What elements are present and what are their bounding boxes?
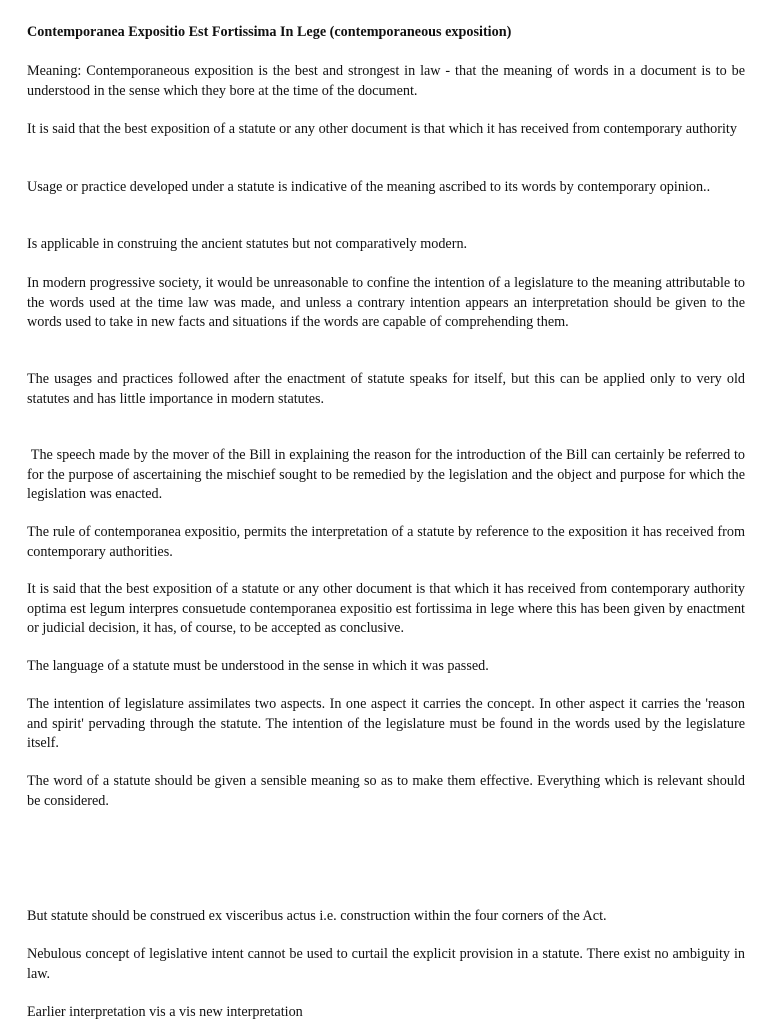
- paragraph-meaning: Meaning: Contemporaneous exposition is the best and strongest in law - that the meaning of words in a document is to be understood in the sense which they bore at the time of the document.: [27, 63, 745, 99]
- paragraph-usage-practice: Usage or practice developed under a statute is indicative of the meaning ascribed to its words by contemporary opinion..: [27, 179, 711, 195]
- paragraph-earlier-interpretation: Earlier interpretation vis a vis new interpretation: [27, 1004, 303, 1020]
- paragraph-modern-society: In modern progressive society, it would be unreasonable to confine the intention of a legislature to the meaning attributable to the words used at the time law was made, and unless a contrary intention appears an interpretation should be given to the words used to take in new facts and situations if the words are capable of comprehending them.: [27, 275, 745, 330]
- paragraph-bill-speech: The speech made by the mover of the Bill in explaining the reason for the introduction of the Bill can certainly be referred to for the purpose of ascertaining the mischief sought to be remedied by the legislation and the object and purpose for which the legislation was enacted.: [27, 447, 749, 502]
- paragraph-language: The language of a statute must be understood in the sense in which it was passed.: [27, 658, 489, 674]
- paragraph-usages-followed: The usages and practices followed after the enactment of statute speaks for itself, but this can be applied only to very old statutes and has little importance in modern statutes.: [27, 371, 745, 407]
- paragraph-ex-visceribus: But statute should be construed ex visceribus actus i.e. construction within the four corners of the Act.: [27, 908, 607, 924]
- document-title: Contemporanea Expositio Est Fortissima In Lege (contemporaneous exposition): [27, 24, 512, 40]
- paragraph-ancient-statutes: Is applicable in construing the ancient statutes but not comparatively modern.: [27, 236, 468, 252]
- paragraph-intention: The intention of legislature assimilates two aspects. In one aspect it carries the concept. In other aspect it carries the 'reason and spirit' pervading through the statute. The intention of the legislature must be found in the words used by the legislature itself.: [27, 696, 745, 751]
- paragraph-sensible-meaning: The word of a statute should be given a sensible meaning so as to make them effective. Everything which is relevant should be considered.: [27, 773, 745, 809]
- paragraph-rule: The rule of contemporanea expositio, permits the interpretation of a statute by reference to the exposition it has received from contemporary authorities.: [27, 524, 745, 560]
- paragraph-best-exposition: It is said that the best exposition of a statute or any other document is that which it has received from contemporary authority: [27, 121, 737, 137]
- paragraph-contemporary-authority: It is said that the best exposition of a statute or any other document is that which it has received from contemporary authority optima est legum interpres consuetude contemporanea expositio est fortissima in lege where this has been given by enactment or judicial decision, it has, of course, to be accepted as conclusive.: [27, 581, 745, 636]
- paragraph-nebulous-concept: Nebulous concept of legislative intent cannot be used to curtail the explicit provision in a statute. There exist no ambiguity in law.: [27, 946, 745, 982]
